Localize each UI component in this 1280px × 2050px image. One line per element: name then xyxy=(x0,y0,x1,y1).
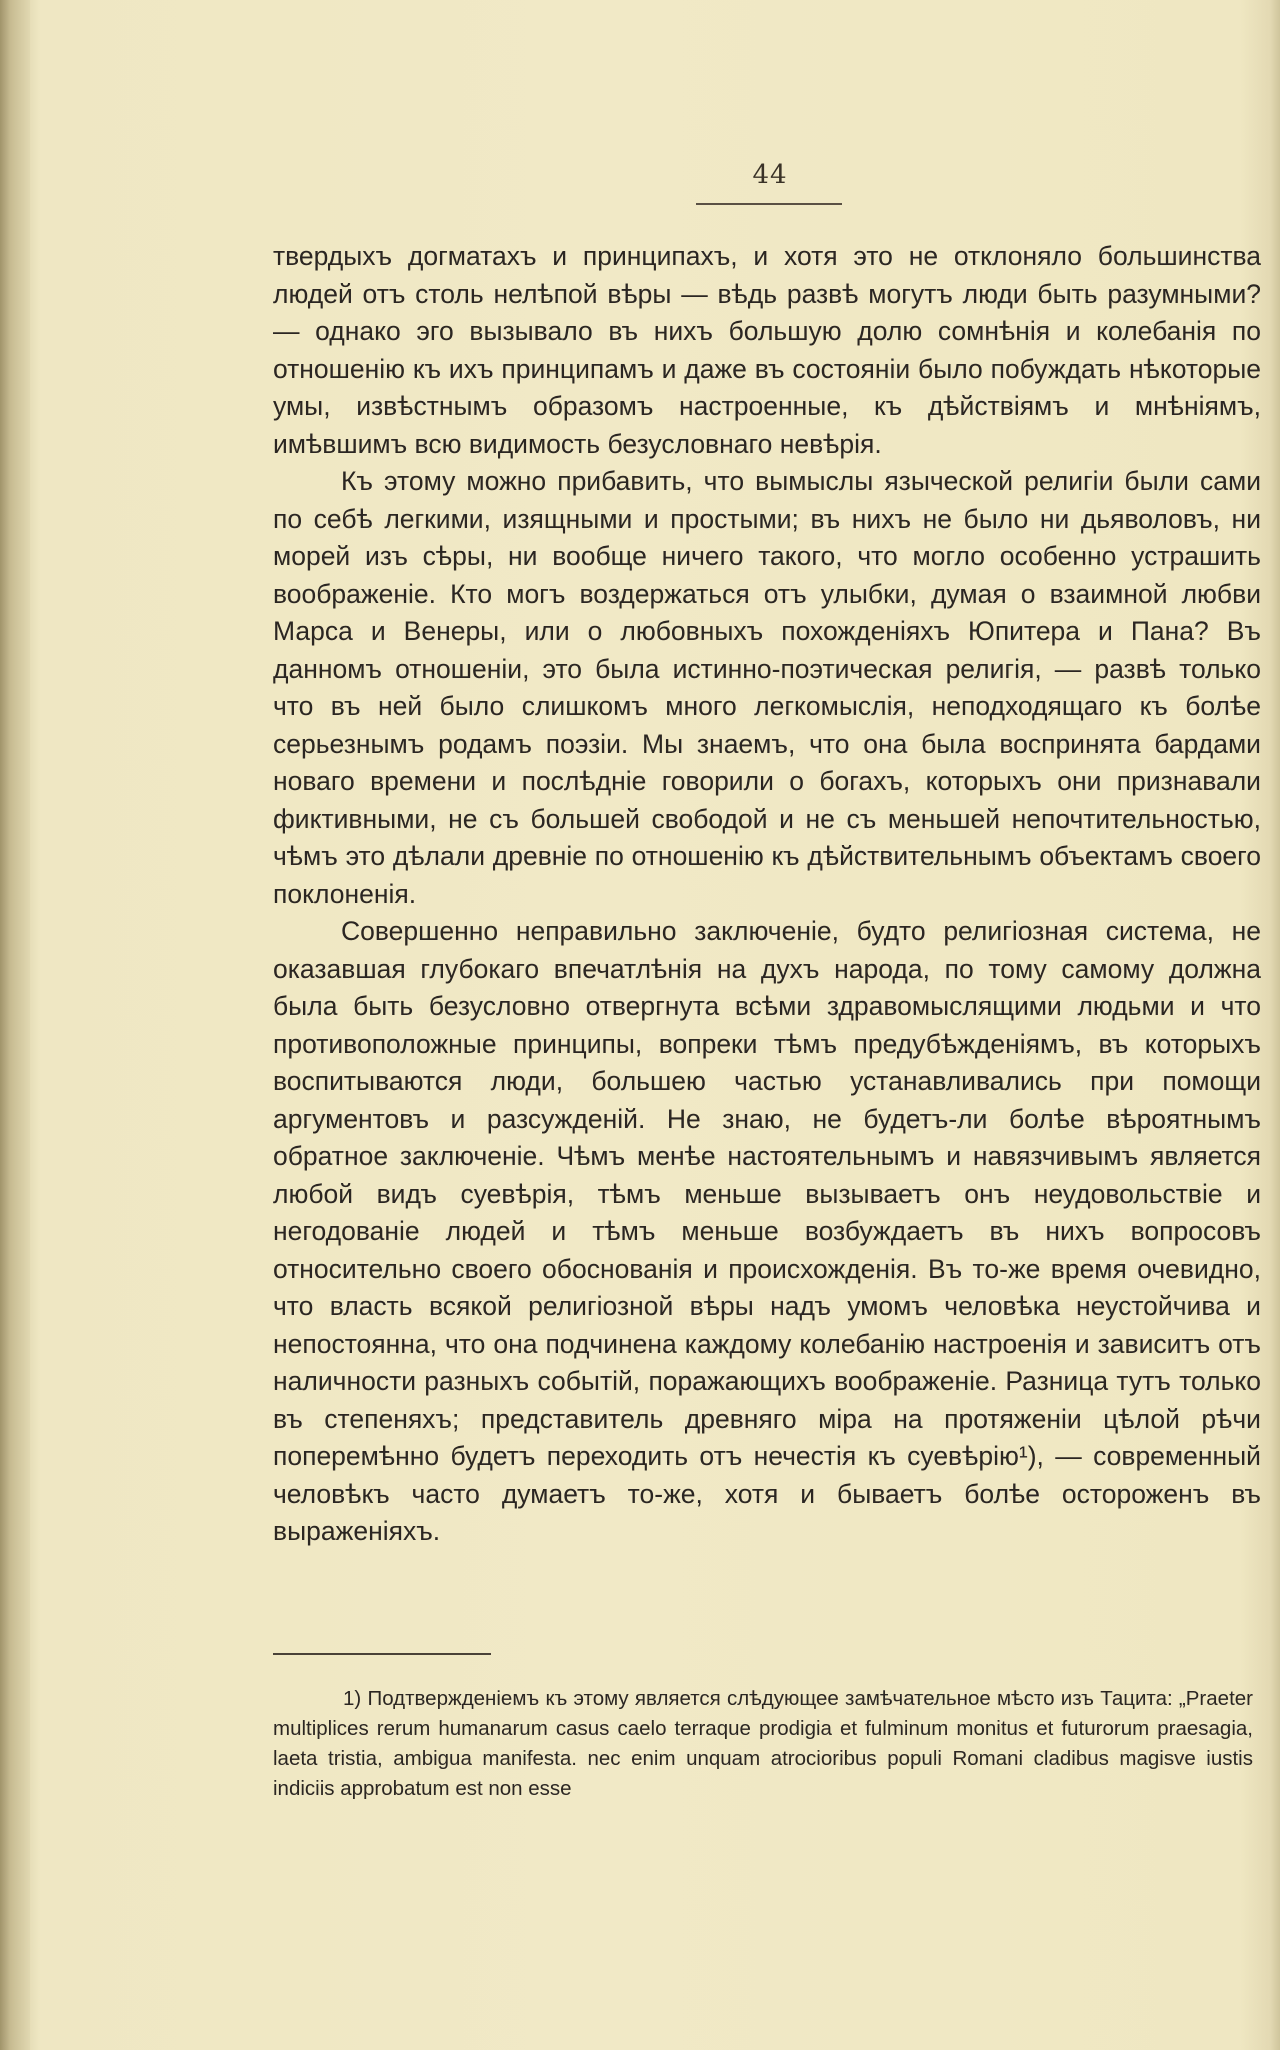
footnote-divider xyxy=(273,1653,491,1655)
page-number-rule xyxy=(696,203,842,205)
paragraph-1: твердыхъ догматахъ и принципахъ, и хотя это не отклоняло большинства людей отъ столь нелѣпой вѣры — вѣдь развѣ могутъ люди быть разумными? — однако эго вызывало въ нихъ большую долю сомнѣнія и колебанія по отношенію къ ихъ принципамъ и даже въ состояніи было побуждать нѣкоторые умы, извѣстнымъ образомъ настроенные, къ дѣйствіямъ и мнѣніямъ, имѣвшимъ всю видимость безусловнаго невѣрія. xyxy=(273,241,1261,459)
page-binding-shadow xyxy=(0,0,30,2050)
paragraph-2: Къ этому можно прибавить, что вымыслы языческой религіи были сами по себѣ легкими, изящными и простыми; въ нихъ не было ни дьяволовъ, ни морей изъ сѣры, ни вообще ничего такого, что могло особенно устрашить воображеніе. Кто могъ воздержаться отъ улыбки, думая о взаимной любви Марса и Венеры, или о любовныхъ похожденіяхъ Юпитера и Пана? Въ данномъ отношеніи, это была истинно-поэтическая религія, — развѣ только что въ ней было слишкомъ много легкомыслія, неподходящаго къ болѣе серьезнымъ родамъ поэзіи. Мы знаемъ, что она была воспринята бардами новаго времени и послѣдніе говорили о богахъ, которыхъ они признавали фиктивными, не съ большей свободой и не съ меньшей непочтительностью, чѣмъ это дѣлали древніе по отношенію къ дѣйствительнымъ объектамъ своего поклоненія. xyxy=(273,466,1261,909)
main-text xyxy=(273,238,1261,1551)
paragraph-3: Совершенно неправильно заключеніе, будто религіозная система, не оказавшая глубокаго впечатлѣнія на духъ народа, по тому самому должна была быть безусловно отвергнута всѣми здравомыслящими людьми и что противоположные принципы, вопреки тѣмъ предубѣжденіямъ, въ которыхъ воспитываются люди, большею частью устанавливались при помощи аргументовъ и разсужденій. Не знаю, не будетъ-ли болѣе вѣроятнымъ обратное заключеніе. Чѣмъ менѣе настоятельнымъ и навязчивымъ является любой видъ суевѣрія, тѣмъ меньше вызываетъ онъ неудовольствіе и негодованіе людей и тѣмъ меньше возбуждаетъ въ нихъ вопросовъ относительно своего обоснованія и происхожденія. Въ то-же время очевидно, что власть всякой религіозной вѣры надъ умомъ человѣка неустойчива и непостоянна, что она подчинена каждому колебанію настроенія и зависитъ отъ наличности разныхъ событій, поражающихъ воображеніе. Разница тутъ только въ степеняхъ; представитель древняго міра на протяженіи цѣлой рѣчи поперемѣнно будетъ переходить отъ нечестія къ суевѣрію¹), — современный человѣкъ часто думаетъ то-же, хотя и бываетъ болѣе остороженъ въ выраженіяхъ. xyxy=(273,916,1261,1546)
page-number: 44 xyxy=(752,160,788,190)
footnote xyxy=(273,1684,1253,1804)
footnote-text: 1) Подтвержденіемъ къ этому является слѣдующее замѣчательное мѣсто изъ Тацита: „Praeter multiplices rerum humanarum casus caelo terraque prodigia et fulminum monitus et futurorum praesagia, laeta tristia, ambigua manifesta. nec enim unquam atrocioribus populi Romani cladibus magisve iustis indiciis approbatum est non esse xyxy=(273,1687,1253,1800)
